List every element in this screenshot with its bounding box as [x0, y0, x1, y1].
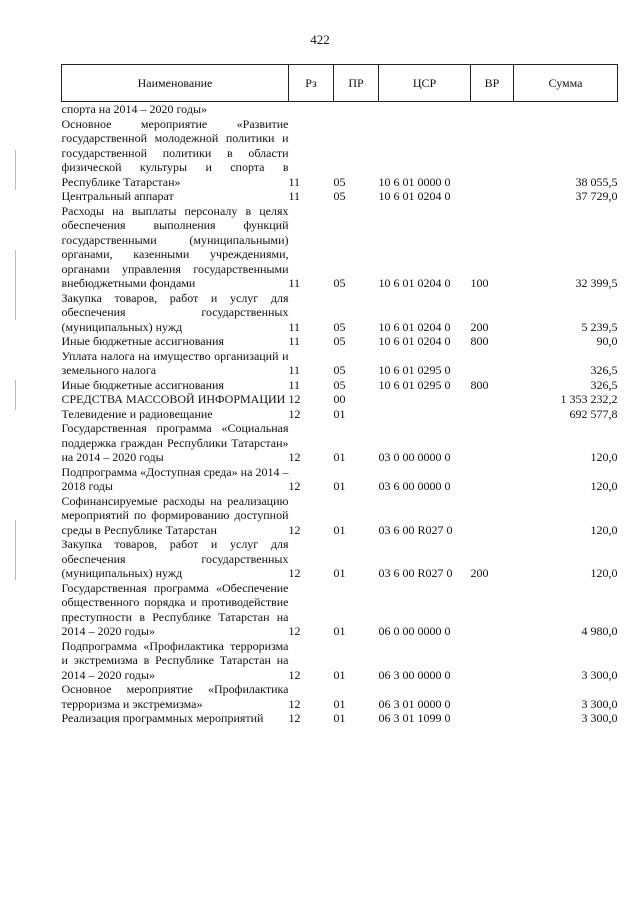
header-vr: ВР [471, 65, 514, 102]
budget-table [61, 64, 618, 726]
cell-vr: 200 [470, 566, 489, 580]
cell-vr [471, 407, 514, 422]
table-row [62, 639, 618, 683]
cell-pr: 05 [333, 174, 346, 189]
cell-sum: 1 353 232,2 [560, 392, 618, 406]
scan-margin-mark [15, 520, 16, 580]
cell-rz: 11 [288, 334, 301, 348]
cell-pr: 01 [333, 450, 346, 464]
header-csr: ЦСР [379, 65, 471, 102]
table-row [62, 378, 618, 393]
cell-pr: 01 [333, 696, 346, 711]
cell-csr: 10 6 01 0204 0 [378, 319, 451, 334]
cell-rz: 12 [288, 406, 301, 421]
table-row [62, 189, 618, 204]
cell-pr: 05 [333, 377, 346, 392]
cell-csr: 03 0 00 0000 0 [378, 450, 451, 464]
cell-vr: 800 [470, 334, 489, 348]
table-row [62, 494, 618, 538]
cell-pr: 01 [333, 667, 346, 682]
cell-vr [471, 639, 514, 683]
table-row [62, 117, 618, 190]
cell-sum: 32 399,5 [575, 276, 618, 290]
cell-pr: 01 [333, 711, 346, 725]
cell-name: Реализация программных мероприятий [61, 711, 264, 725]
cell-rz: 11 [288, 174, 301, 189]
cell-vr: 100 [470, 276, 489, 290]
cell-vr: 800 [470, 377, 489, 392]
table-row [62, 102, 618, 117]
cell-sum: 120,0 [590, 479, 618, 493]
cell-pr: 05 [333, 276, 346, 290]
cell-csr [379, 102, 471, 117]
cell-csr: 06 3 01 1099 0 [378, 711, 451, 725]
cell-csr: 03 6 00 0000 0 [378, 479, 451, 493]
cell-sum: 120,0 [590, 522, 618, 537]
header-pr: ПР [334, 65, 379, 102]
cell-name: Центральный аппарат [61, 189, 174, 203]
cell-sum: 3 300,0 [581, 696, 618, 711]
cell-rz: 12 [288, 667, 301, 682]
cell-vr [471, 465, 514, 494]
cell-vr [471, 494, 514, 538]
table-row [62, 465, 618, 494]
table-row [62, 392, 618, 407]
cell-csr [379, 407, 471, 422]
cell-name: Иные бюджетные ассигнования [61, 377, 224, 392]
cell-csr: 10 6 01 0204 0 [378, 276, 451, 290]
scan-margin-mark [15, 380, 16, 410]
cell-vr [471, 682, 514, 711]
cell-pr [334, 102, 379, 117]
cell-rz: 11 [288, 319, 301, 334]
table-body [62, 102, 618, 726]
cell-name: Подпрограмма «Доступная среда» на 2014 – 2018 годы [61, 464, 289, 493]
cell-pr: 01 [333, 566, 346, 580]
cell-vr: 200 [470, 319, 489, 334]
cell-rz: 12 [288, 479, 301, 493]
cell-name: Телевидение и радиовещание [61, 406, 213, 421]
cell-csr: 10 6 01 0295 0 [378, 363, 451, 377]
cell-pr: 01 [333, 479, 346, 493]
cell-vr [471, 392, 514, 407]
table-row [62, 537, 618, 581]
cell-pr: 05 [333, 363, 346, 377]
table-row [62, 682, 618, 711]
cell-rz: 11 [288, 189, 301, 203]
cell-name: Государственная программа «Социальная поддержка граждан Республики Татарстан» на 2014 – 2020 годы [61, 421, 289, 464]
cell-sum: 326,5 [590, 363, 618, 377]
cell-name: Расходы на выплаты персоналу в целях обеспечения выполнения функций государственными (муниципальными) органами, казенными учреждениями, органами управления государственными внебюджетными фондами [61, 203, 289, 290]
cell-vr [471, 189, 514, 204]
cell-csr: 03 6 00 R027 0 [378, 522, 453, 537]
table-row [62, 291, 618, 335]
cell-rz: 12 [288, 522, 301, 537]
cell-name: Иные бюджетные ассигнования [61, 334, 224, 348]
cell-name: спорта на 2014 – 2020 годы» [61, 102, 207, 116]
cell-name: Закупка товаров, работ и услуг для обеспечения государственных (муниципальных) нужд [61, 290, 289, 334]
cell-csr: 06 3 00 0000 0 [378, 667, 451, 682]
cell-pr: 01 [333, 522, 346, 537]
table-row [62, 711, 618, 726]
cell-csr: 06 3 01 0000 0 [378, 696, 451, 711]
table-row [62, 421, 618, 465]
cell-csr: 03 6 00 R027 0 [378, 566, 453, 580]
cell-rz: 12 [288, 624, 301, 638]
cell-vr [471, 349, 514, 378]
table-row [62, 349, 618, 378]
cell-sum: 120,0 [590, 566, 618, 580]
table-row [62, 581, 618, 639]
cell-pr: 05 [333, 189, 346, 203]
cell-csr [379, 392, 471, 407]
cell-name: Закупка товаров, работ и услуг для обеспечения государственных (муниципальных) нужд [61, 537, 289, 580]
cell-vr [471, 581, 514, 639]
cell-pr: 05 [333, 334, 346, 348]
cell-vr [471, 711, 514, 726]
cell-pr: 00 [333, 392, 346, 406]
cell-rz: 12 [288, 392, 301, 406]
cell-sum: 37 729,0 [575, 189, 618, 203]
cell-vr [471, 102, 514, 117]
header-name: Наименование [62, 65, 289, 102]
header-rz: Рз [289, 65, 334, 102]
cell-csr: 10 6 01 0000 0 [378, 174, 451, 189]
cell-sum: 4 980,0 [581, 624, 618, 638]
scan-margin-mark [15, 250, 16, 320]
cell-name: Основное мероприятие «Профилактика терроризма и экстремизма» [61, 682, 289, 711]
cell-sum: 692 577,8 [569, 406, 618, 421]
cell-name: СРЕДСТВА МАССОВОЙ ИНФОРМАЦИИ [61, 392, 286, 406]
cell-name: Софинансируемые расходы на реализацию мероприятий по формированию доступной среды в Республике Татарстан [61, 493, 289, 537]
cell-name: Основное мероприятие «Развитие государственной молодежной политики и государственной политики в области физической культуры и спорта в Республике Татарстан» [61, 116, 289, 189]
cell-name: Государственная программа «Обеспечение общественного порядка и противодействие преступности в Республике Татарстан на 2014 – 2020 годы» [61, 580, 289, 638]
cell-sum: 38 055,5 [575, 174, 618, 189]
cell-rz: 12 [288, 696, 301, 711]
cell-pr: 01 [333, 624, 346, 638]
cell-rz: 12 [288, 450, 301, 464]
cell-pr: 05 [333, 319, 346, 334]
cell-name: Подпрограмма «Профилактика терроризма и экстремизма в Республике Татарстан на 2014 – 2020 годы» [61, 638, 289, 682]
cell-sum: 3 300,0 [581, 711, 618, 725]
cell-sum: 5 239,5 [581, 319, 618, 334]
cell-csr: 10 6 01 0204 0 [378, 334, 451, 348]
cell-csr: 06 0 00 0000 0 [378, 624, 451, 638]
cell-rz: 11 [288, 276, 301, 290]
cell-vr [471, 421, 514, 465]
cell-sum: 326,5 [590, 377, 618, 392]
cell-sum [514, 102, 618, 117]
cell-rz [289, 102, 334, 117]
cell-name: Уплата налога на имущество организаций и земельного налога [61, 348, 289, 377]
scan-margin-mark [15, 150, 16, 190]
page-number: 422 [310, 32, 330, 47]
table-header-row [62, 65, 618, 102]
cell-csr: 10 6 01 0204 0 [378, 189, 451, 203]
header-sum: Сумма [514, 65, 618, 102]
cell-sum: 3 300,0 [581, 667, 618, 682]
table-row [62, 407, 618, 422]
cell-pr: 01 [333, 406, 346, 421]
cell-csr: 10 6 01 0295 0 [378, 377, 451, 392]
cell-rz: 11 [288, 363, 301, 377]
cell-sum: 120,0 [590, 450, 618, 464]
cell-sum: 90,0 [596, 334, 618, 348]
table-row [62, 204, 618, 291]
cell-rz: 11 [288, 377, 301, 392]
cell-vr [471, 117, 514, 190]
table-row [62, 334, 618, 349]
cell-rz: 12 [288, 711, 301, 725]
cell-rz: 12 [288, 566, 301, 580]
